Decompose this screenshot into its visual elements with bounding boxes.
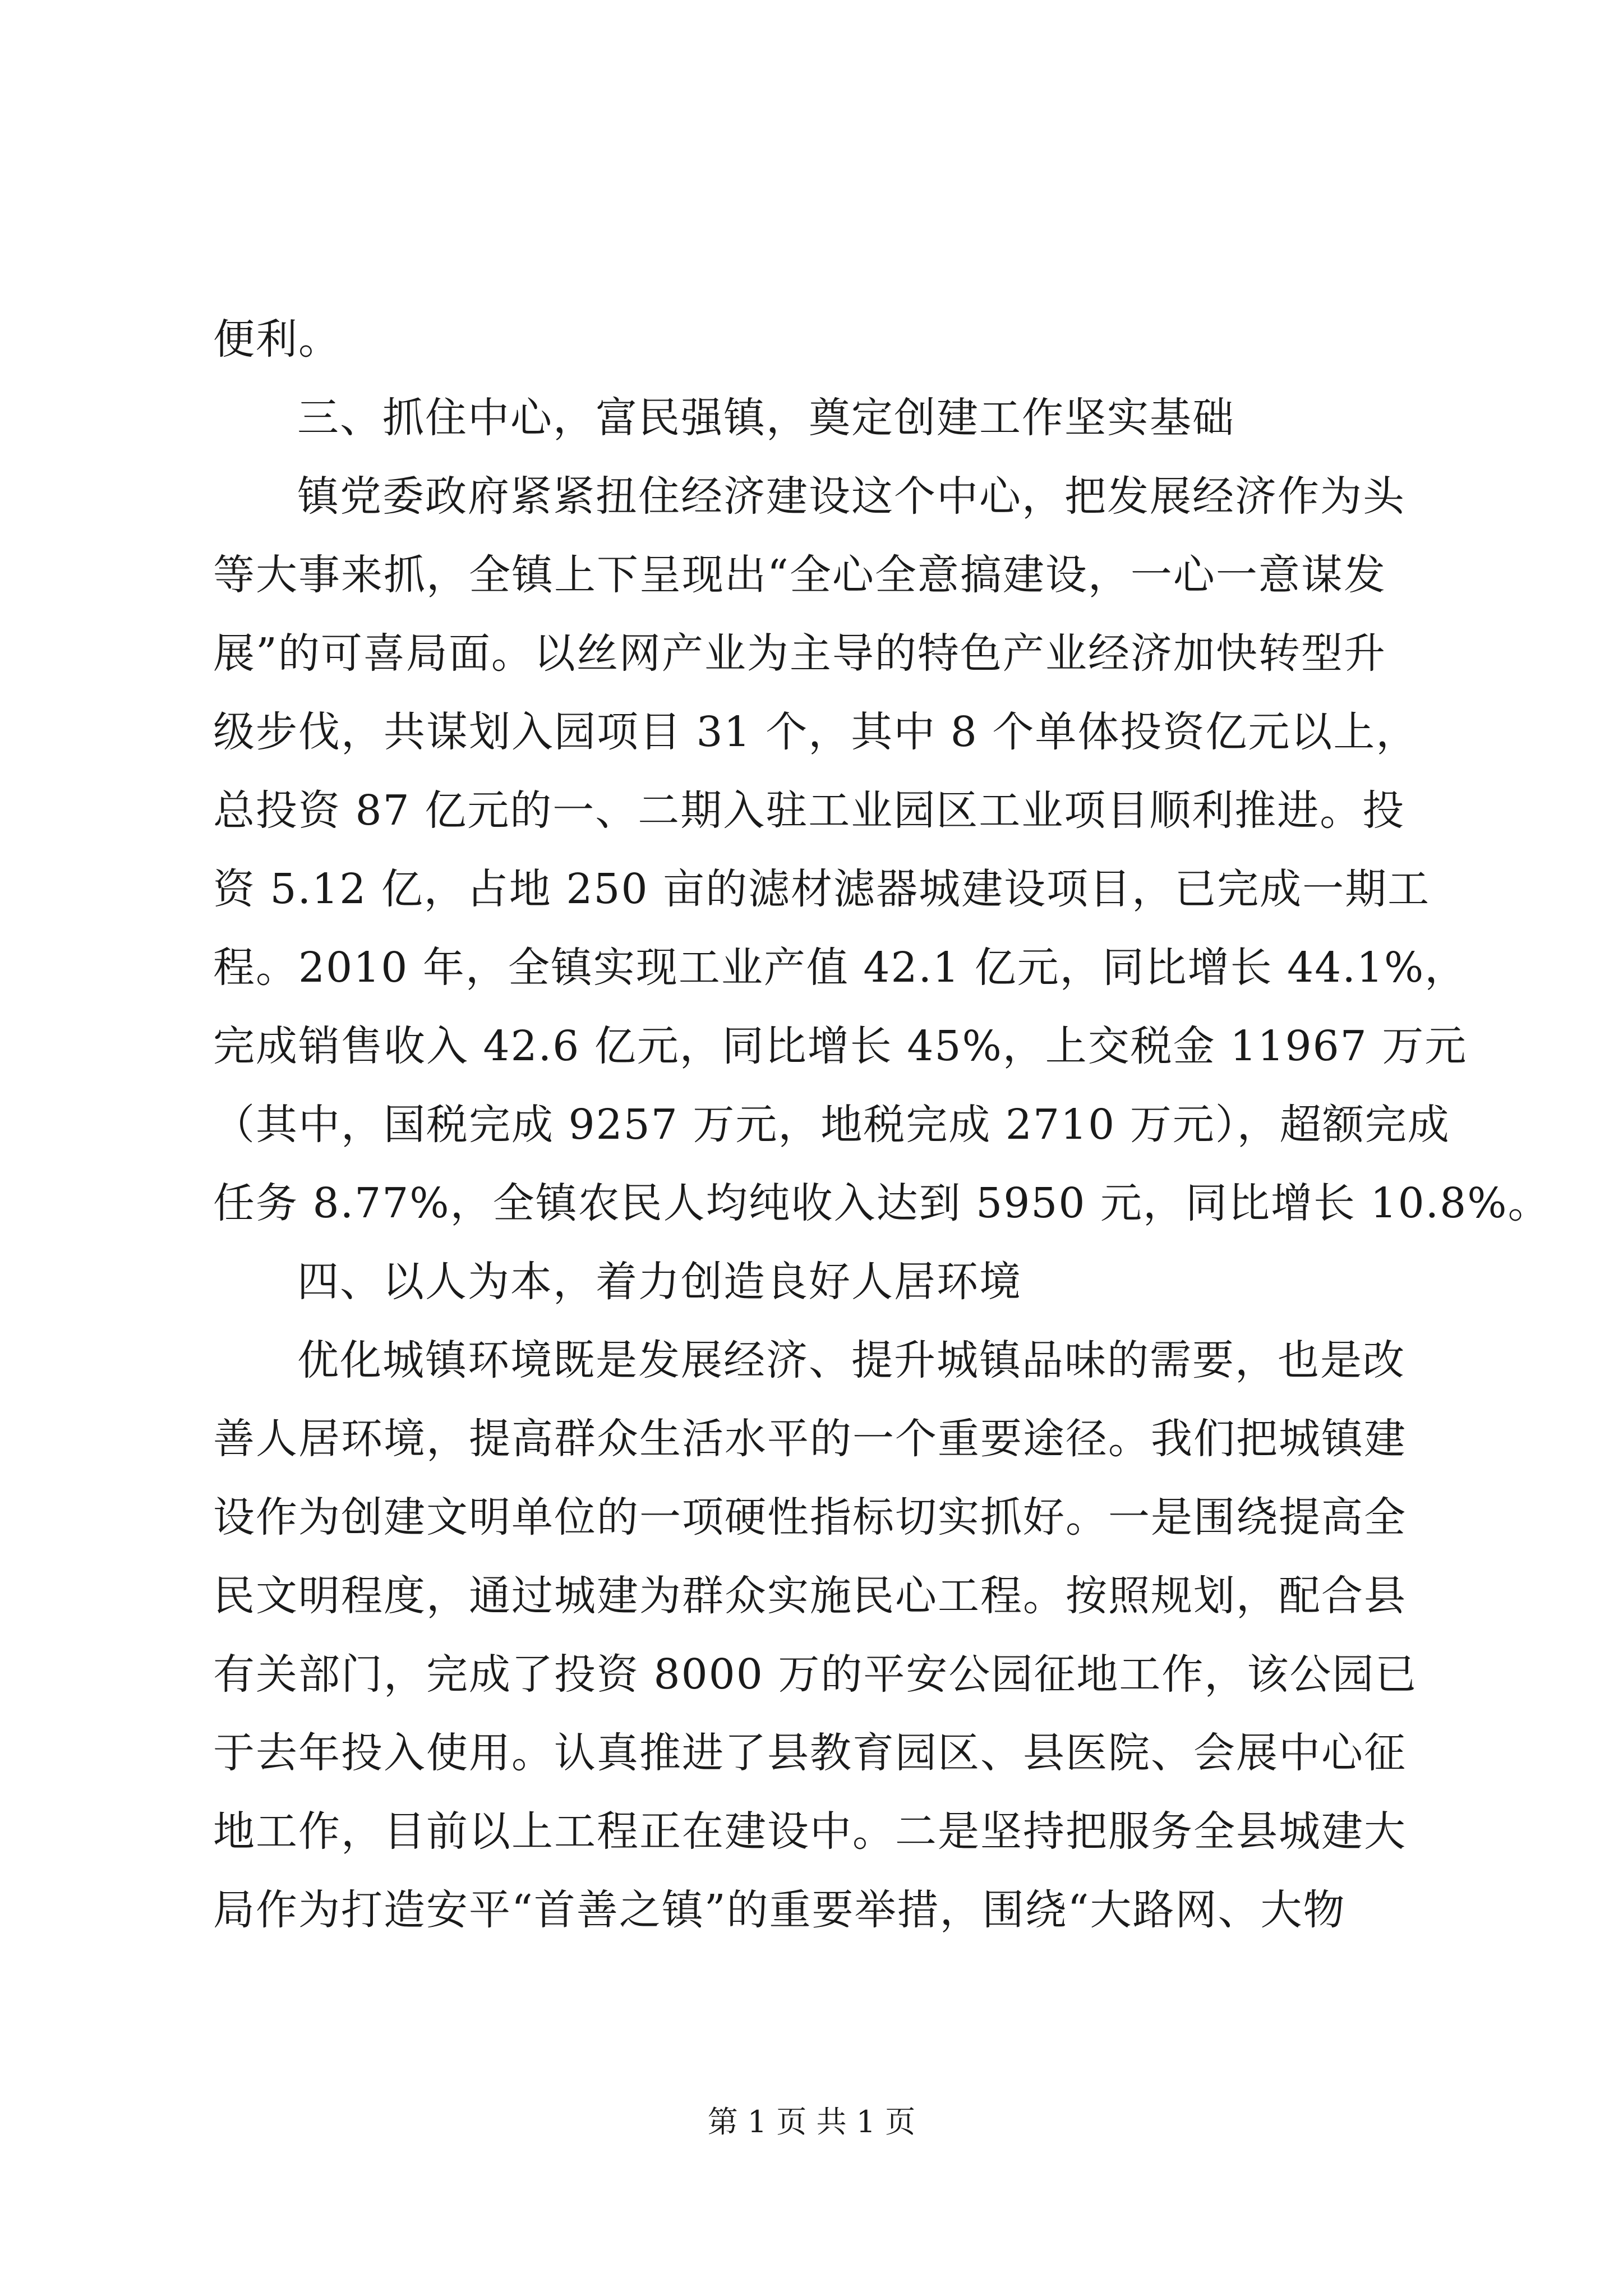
text-line-21: 局作为打造安平“首善之镇”的重要举措，围绕“大路网、大物 <box>213 1886 1346 1934</box>
text-line-7: 总投资 87 亿元的一、二期入驻工业园区工业项目顺利推进。投 <box>213 786 1405 835</box>
text-line-19: 于去年投入使用。认真推进了县教育园区、县医院、会展中心征 <box>213 1729 1407 1777</box>
section-heading-4: 四、以人为本，着力创造良好人居环境 <box>297 1258 1022 1306</box>
text-line-20: 地工作，目前以上工程正在建设中。二是坚持把服务全县城建大 <box>213 1807 1407 1856</box>
text-line-5: 展”的可喜局面。以丝网产业为主导的特色产业经济加快转型升 <box>213 629 1386 678</box>
text-line-18: 有关部门，完成了投资 8000 万的平安公园征地工作，该公园已 <box>213 1650 1418 1699</box>
text-line-17: 民文明程度，通过城建为群众实施民心工程。按照规划，配合县 <box>213 1572 1407 1620</box>
text-line-9: 程。2010 年，全镇实现工业产值 42.1 亿元，同比增长 44.1%， <box>213 944 1468 992</box>
text-line-4: 等大事来抓，全镇上下呈现出“全心全意搞建设，一心一意谋发 <box>213 551 1386 599</box>
text-line-3: 镇党委政府紧紧扭住经济建设这个中心，把发展经济作为头 <box>297 472 1405 521</box>
text-line-6: 级步伐，共谋划入园项目 31 个，其中 8 个单体投资亿元以上， <box>213 708 1419 756</box>
text-line-10: 完成销售收入 42.6 亿元，同比增长 45%，上交税金 11967 万元 <box>213 1022 1468 1070</box>
text-line-14: 优化城镇环境既是发展经济、提升城镇品味的需要，也是改 <box>297 1336 1405 1384</box>
page-number-footer: 第 1 页 共 1 页 <box>707 2104 916 2139</box>
text-line-16: 设作为创建文明单位的一项硬性指标切实抓好。一是围绕提高全 <box>213 1493 1407 1542</box>
text-line-11: （其中，国税完成 9257 万元，地税完成 2710 万元），超额完成 <box>213 1101 1450 1149</box>
text-line-15: 善人居环境，提高群众生活水平的一个重要途径。我们把城镇建 <box>213 1415 1407 1463</box>
section-heading-3: 三、抓住中心，富民强镇，奠定创建工作坚实基础 <box>297 394 1235 442</box>
text-line-1: 便利。 <box>213 315 341 364</box>
text-line-8: 资 5.12 亿，占地 250 亩的滤材滤器城建设项目，已完成一期工 <box>213 865 1431 913</box>
text-line-12: 任务 8.77%，全镇农民人均纯收入达到 5950 元，同比增长 10.8%。 <box>213 1179 1551 1227</box>
